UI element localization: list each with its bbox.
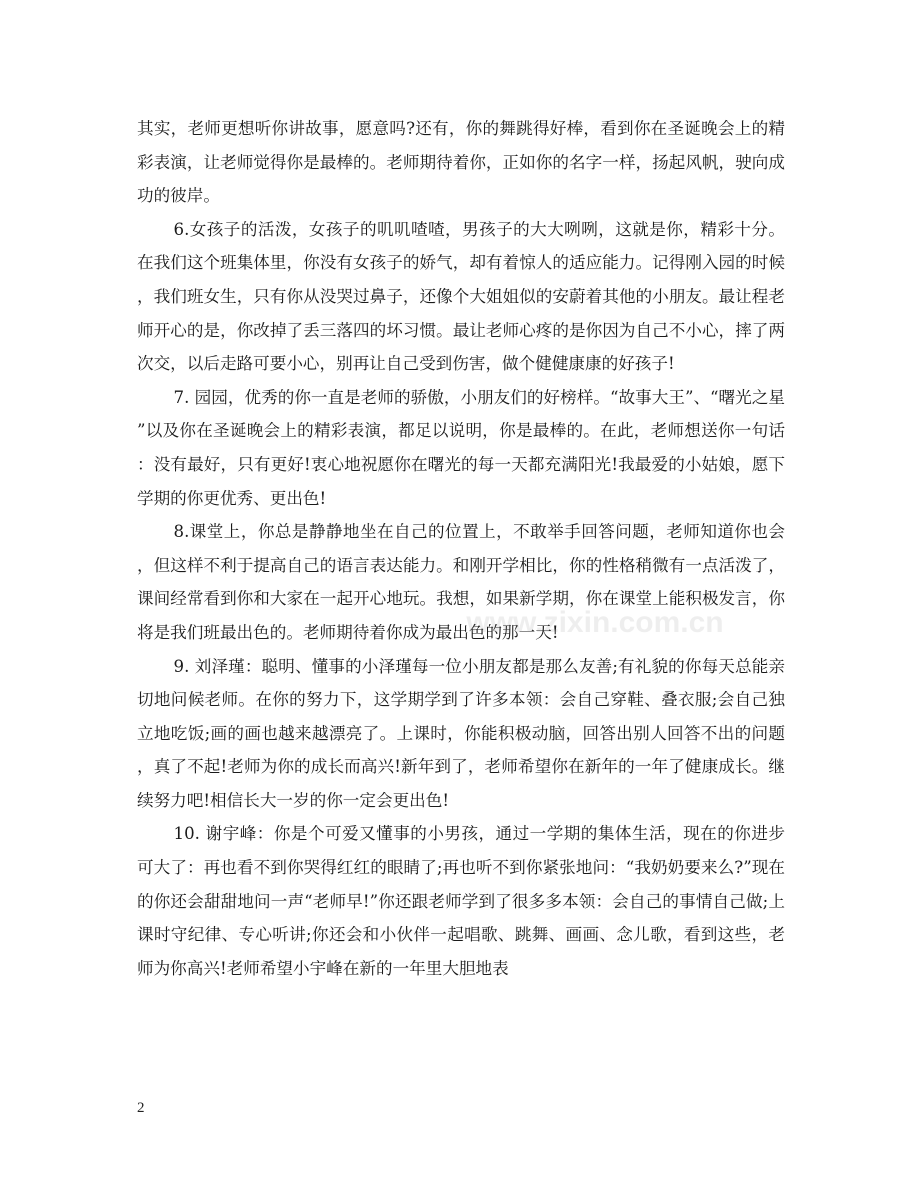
paragraph-item-10: 10. 谢宇峰：你是个可爱又懂事的小男孩，通过一学期的集体生活，现在的你进步可大了：再也看不到你哭得红红的眼睛了;再也听不到你紧张地问：“我奶奶要来么?”现在的你还会甜甜地问一声“老师早!”你还跟老师学到了很多多本领：会自己的事情自己做;上课时守纪律、专心听讲;你还会和小伙伴一起唱歌、跳舞、画画、念儿歌，看到这些，老师为你高兴!老师希望小宇峰在新的一年里大胆地表 bbox=[137, 824, 785, 978]
paragraph-item-9: 9. 刘泽瑾：聪明、懂事的小泽瑾每一位小朋友都是那么友善;有礼貌的你每天总能亲切地问候老师。在你的努力下，这学期学到了许多本领：会自己穿鞋、叠衣服;会自己独立地吃饭;画的画也越来越漂亮了。上课时，你能积极动脑，回答出别人回答不出的问题，真了不起!老师为你的成长而高兴!新年到了，老师希望你在新年的一年了健康成长。继续努力吧!相信长大一岁的你一定会更出色! bbox=[137, 656, 785, 810]
document-body bbox=[137, 112, 785, 985]
watermark-text: www.zixin.com.cn bbox=[466, 606, 724, 639]
paragraph-continuation: 其实，老师更想听你讲故事，愿意吗?还有，你的舞跳得好棒，看到你在圣诞晚会上的精彩表演，让老师觉得你是最棒的。老师期待着你，正如你的名字一样，扬起风帆，驶向成功的彼岸。 bbox=[137, 119, 785, 206]
page-number: 2 bbox=[137, 1100, 145, 1116]
paragraph-item-7: 7. 园园，优秀的你一直是老师的骄傲，小朋友们的好榜样。“故事大王”、“曙光之星”以及你在圣诞晚会上的精彩表演，都足以说明，你是最棒的。在此，老师想送你一句话：没有最好，只有更好!衷心地祝愿你在曙光的每一天都充满阳光!我最爱的小姑娘，愿下学期的你更优秀、更出色! bbox=[137, 387, 785, 508]
paragraph-item-8: 8.课堂上，你总是静静地坐在自己的位置上，不敢举手回答问题，老师知道你也会，但这样不利于提高自己的语言表达能力。和刚开学相比，你的性格稍微有一点活泼了，课间经常看到你和大家在一起开心地玩。我想，如果新学期，你在课堂上能积极发言，你将是我们班最出色的。老师期待着你成为最出色的那一天! bbox=[137, 522, 785, 642]
paragraph-item-6: 6.女孩子的活泼，女孩子的叽叽喳喳，男孩子的大大咧咧，这就是你，精彩十分。在我们这个班集体里，你没有女孩子的娇气，却有着惊人的适应能力。记得刚入园的时候，我们班女生，只有你从没哭过鼻子，还像个大姐姐似的安蔚着其他的小朋友。最让程老师开心的是，你改掉了丢三落四的坏习惯。最让老师心疼的是你因为自己不小心，摔了两次交，以后走路可要小心，别再让自己受到伤害，做个健健康康的好孩子! bbox=[137, 219, 785, 374]
